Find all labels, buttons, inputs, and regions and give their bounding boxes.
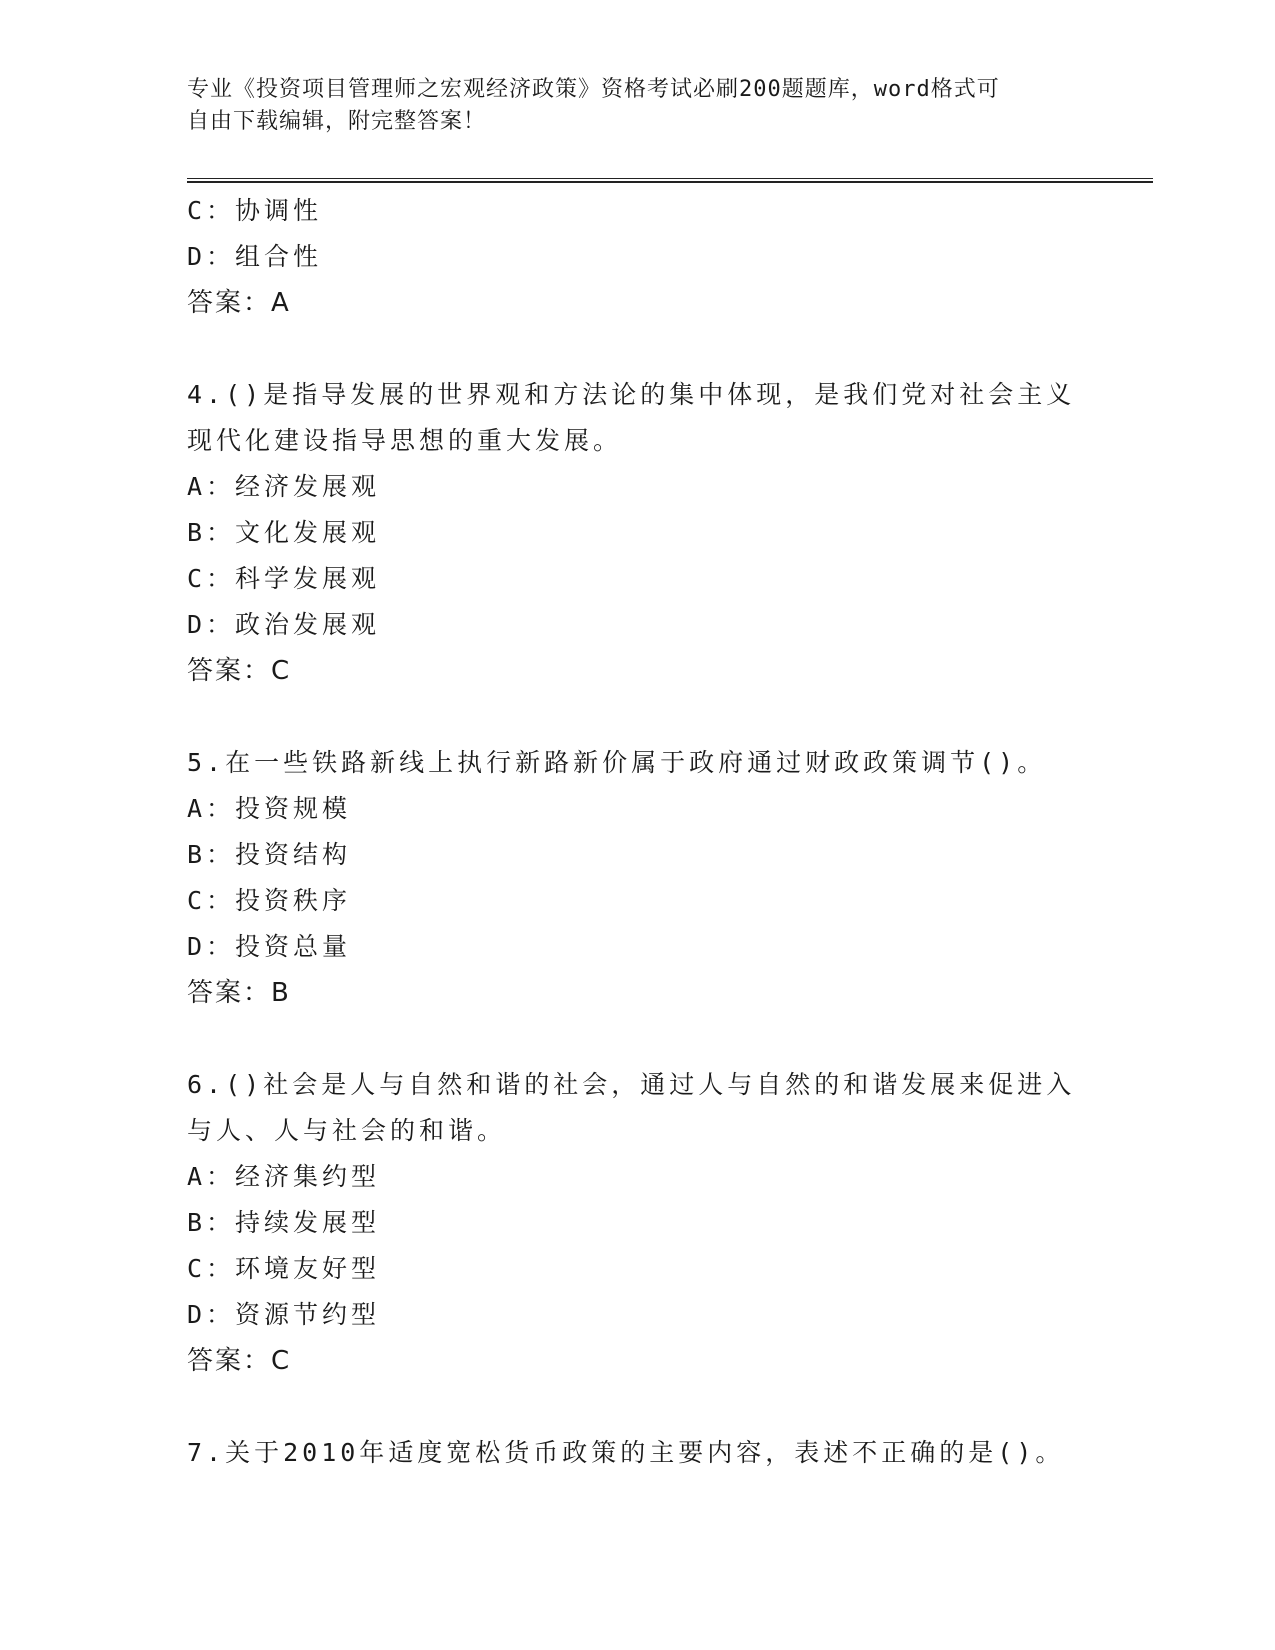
question-stem: 7.关于2010年适度宽松货币政策的主要内容，表述不正确的是()。: [187, 1438, 1065, 1467]
option-c: C：环境友好型: [187, 1254, 381, 1283]
answer: 答案：B: [187, 978, 291, 1008]
option-a: A：经济集约型: [187, 1162, 381, 1191]
option-a: A：经济发展观: [187, 472, 381, 501]
document-header: [187, 74, 1067, 138]
question-stem-continued: 现代化建设指导思想的重大发展。: [187, 426, 623, 455]
spacer: [187, 326, 1087, 372]
option-b: B：文化发展观: [187, 518, 381, 547]
option-c: C：投资秩序: [187, 886, 352, 915]
option-d: D：政治发展观: [187, 610, 381, 639]
option-b: B：投资结构: [187, 840, 352, 869]
spacer: [187, 1016, 1087, 1062]
question-list: [187, 188, 1087, 1476]
option-a: A：投资规模: [187, 794, 352, 823]
header-divider: [187, 178, 1153, 183]
question-stem: 6.()社会是人与自然和谐的社会，通过人与自然的和谐发展来促进入: [187, 1070, 1076, 1099]
option-d: D：投资总量: [187, 932, 352, 961]
question-stem: 4.()是指导发展的世界观和方法论的集中体现，是我们党对社会主义: [187, 380, 1076, 409]
option-d: D：组合性: [187, 242, 323, 271]
question-stem-continued: 与人、人与社会的和谐。: [187, 1116, 507, 1145]
question-stem: 5.在一些铁路新线上执行新路新价属于政府通过财政政策调节()。: [187, 748, 1047, 777]
spacer: [187, 1384, 1087, 1430]
question-4: [187, 372, 1087, 694]
answer: 答案：C: [187, 656, 292, 686]
question-3-fragment: [187, 188, 1087, 326]
header-title-line-1: 专业《投资项目管理师之宏观经济政策》资格考试必刷200题题库，word格式可: [187, 77, 1000, 102]
spacer: [187, 694, 1087, 740]
answer: 答案：A: [187, 288, 291, 318]
header-title-line-2: 自由下载编辑，附完整答案！: [187, 109, 487, 134]
answer: 答案：C: [187, 1346, 292, 1376]
question-6: [187, 1062, 1087, 1384]
option-c: C：科学发展观: [187, 564, 381, 593]
option-b: B：持续发展型: [187, 1208, 381, 1237]
option-c: C：协调性: [187, 196, 323, 225]
question-5: [187, 740, 1087, 1016]
option-d: D：资源节约型: [187, 1300, 381, 1329]
question-7: [187, 1430, 1087, 1476]
